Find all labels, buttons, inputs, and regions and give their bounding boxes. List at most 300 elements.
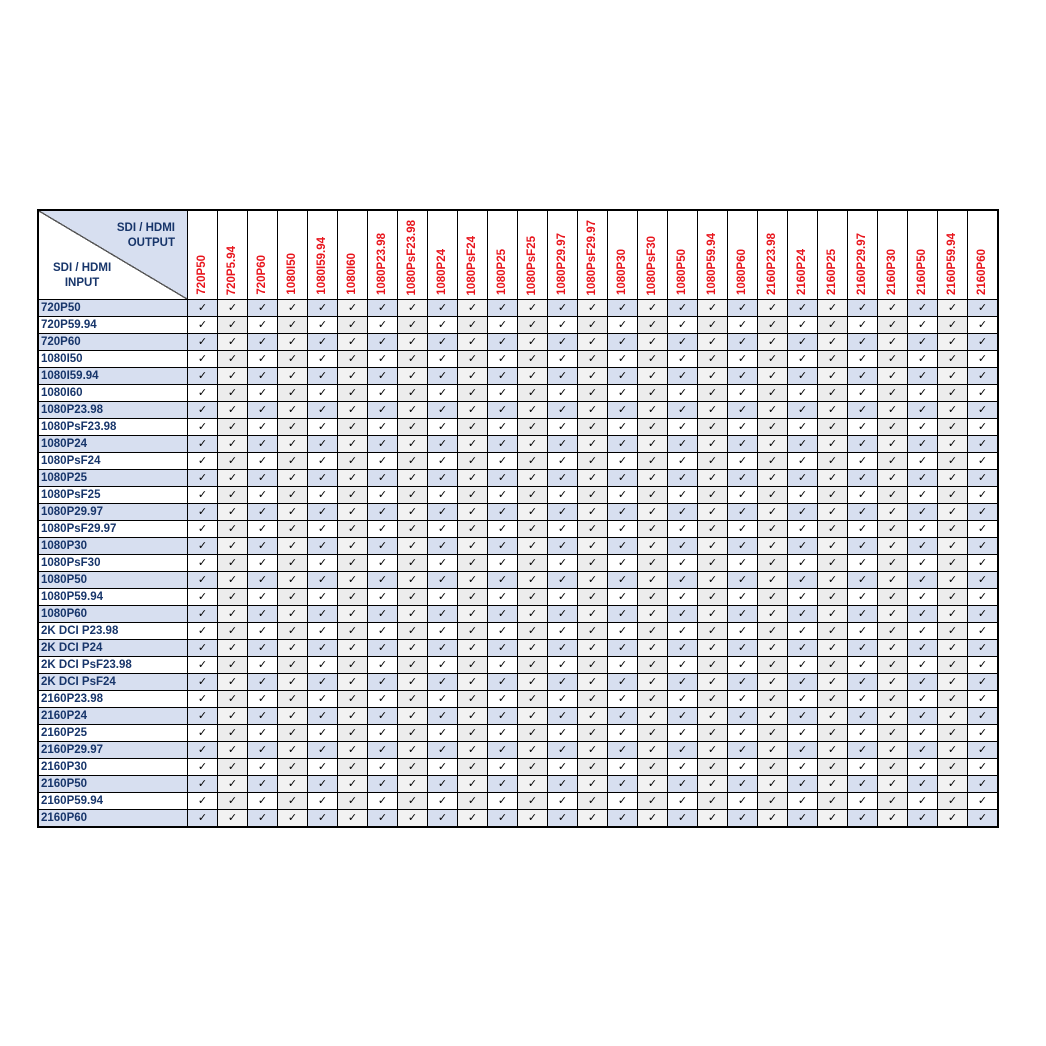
check-mark-icon: ✓	[698, 419, 728, 436]
check-mark-icon: ✓	[428, 691, 458, 708]
input-format-label: 1080P30	[38, 538, 188, 555]
check-mark-icon: ✓	[818, 334, 848, 351]
check-mark-icon: ✓	[668, 725, 698, 742]
check-mark-icon: ✓	[608, 402, 638, 419]
check-mark-icon: ✓	[518, 742, 548, 759]
check-mark-icon: ✓	[578, 334, 608, 351]
check-mark-icon: ✓	[278, 436, 308, 453]
check-mark-icon: ✓	[398, 538, 428, 555]
check-mark-icon: ✓	[578, 402, 608, 419]
check-mark-icon: ✓	[428, 300, 458, 317]
check-mark-icon: ✓	[878, 640, 908, 657]
check-mark-icon: ✓	[248, 555, 278, 572]
check-mark-icon: ✓	[848, 742, 878, 759]
check-mark-icon: ✓	[428, 436, 458, 453]
check-mark-icon: ✓	[218, 691, 248, 708]
check-mark-icon: ✓	[458, 725, 488, 742]
check-mark-icon: ✓	[218, 419, 248, 436]
check-mark-icon: ✓	[848, 453, 878, 470]
input-format-label: 2K DCI P23.98	[38, 623, 188, 640]
check-mark-icon: ✓	[278, 317, 308, 334]
output-format-header	[518, 210, 548, 300]
check-mark-icon: ✓	[878, 300, 908, 317]
input-format-label: 1080P24	[38, 436, 188, 453]
check-mark-icon: ✓	[668, 657, 698, 674]
check-mark-icon: ✓	[968, 538, 999, 555]
check-mark-icon: ✓	[398, 589, 428, 606]
check-mark-icon: ✓	[308, 776, 338, 793]
check-mark-icon: ✓	[188, 810, 218, 828]
check-mark-icon: ✓	[758, 725, 788, 742]
check-mark-icon: ✓	[428, 606, 458, 623]
check-mark-icon: ✓	[728, 691, 758, 708]
output-format-header	[218, 210, 248, 300]
check-mark-icon: ✓	[818, 317, 848, 334]
output-format-label: 1080P59.94	[706, 232, 718, 295]
check-mark-icon: ✓	[728, 521, 758, 538]
check-mark-icon: ✓	[248, 742, 278, 759]
check-mark-icon: ✓	[218, 521, 248, 538]
check-mark-icon: ✓	[548, 368, 578, 385]
check-mark-icon: ✓	[248, 657, 278, 674]
check-mark-icon: ✓	[398, 759, 428, 776]
check-mark-icon: ✓	[908, 657, 938, 674]
check-mark-icon: ✓	[668, 487, 698, 504]
check-mark-icon: ✓	[578, 470, 608, 487]
check-mark-icon: ✓	[218, 385, 248, 402]
check-mark-icon: ✓	[638, 623, 668, 640]
table-row	[38, 351, 998, 368]
check-mark-icon: ✓	[908, 538, 938, 555]
check-mark-icon: ✓	[818, 640, 848, 657]
check-mark-icon: ✓	[668, 623, 698, 640]
check-mark-icon: ✓	[938, 555, 968, 572]
check-mark-icon: ✓	[818, 606, 848, 623]
check-mark-icon: ✓	[728, 623, 758, 640]
check-mark-icon: ✓	[278, 759, 308, 776]
check-mark-icon: ✓	[968, 691, 999, 708]
check-mark-icon: ✓	[758, 810, 788, 828]
check-mark-icon: ✓	[728, 402, 758, 419]
check-mark-icon: ✓	[608, 504, 638, 521]
check-mark-icon: ✓	[248, 691, 278, 708]
check-mark-icon: ✓	[518, 504, 548, 521]
check-mark-icon: ✓	[248, 810, 278, 828]
check-mark-icon: ✓	[578, 725, 608, 742]
check-mark-icon: ✓	[398, 725, 428, 742]
check-mark-icon: ✓	[338, 334, 368, 351]
check-mark-icon: ✓	[548, 640, 578, 657]
check-mark-icon: ✓	[488, 691, 518, 708]
check-mark-icon: ✓	[668, 810, 698, 828]
check-mark-icon: ✓	[488, 572, 518, 589]
check-mark-icon: ✓	[728, 436, 758, 453]
check-mark-icon: ✓	[938, 708, 968, 725]
check-mark-icon: ✓	[608, 742, 638, 759]
check-mark-icon: ✓	[428, 402, 458, 419]
output-format-label: 1080P30	[616, 248, 628, 295]
check-mark-icon: ✓	[668, 385, 698, 402]
check-mark-icon: ✓	[668, 470, 698, 487]
check-mark-icon: ✓	[188, 521, 218, 538]
check-mark-icon: ✓	[758, 674, 788, 691]
output-format-header	[428, 210, 458, 300]
check-mark-icon: ✓	[638, 487, 668, 504]
check-mark-icon: ✓	[278, 776, 308, 793]
check-mark-icon: ✓	[638, 606, 668, 623]
check-mark-icon: ✓	[878, 385, 908, 402]
check-mark-icon: ✓	[938, 351, 968, 368]
check-mark-icon: ✓	[278, 385, 308, 402]
check-mark-icon: ✓	[938, 453, 968, 470]
check-mark-icon: ✓	[968, 368, 999, 385]
check-mark-icon: ✓	[398, 572, 428, 589]
check-mark-icon: ✓	[848, 419, 878, 436]
check-mark-icon: ✓	[608, 725, 638, 742]
check-mark-icon: ✓	[458, 385, 488, 402]
check-mark-icon: ✓	[488, 402, 518, 419]
check-mark-icon: ✓	[218, 334, 248, 351]
check-mark-icon: ✓	[398, 368, 428, 385]
check-mark-icon: ✓	[908, 521, 938, 538]
check-mark-icon: ✓	[278, 623, 308, 640]
check-mark-icon: ✓	[338, 317, 368, 334]
check-mark-icon: ✓	[488, 470, 518, 487]
check-mark-icon: ✓	[488, 453, 518, 470]
check-mark-icon: ✓	[938, 776, 968, 793]
table-row	[38, 572, 998, 589]
check-mark-icon: ✓	[368, 453, 398, 470]
check-mark-icon: ✓	[668, 640, 698, 657]
check-mark-icon: ✓	[368, 657, 398, 674]
check-mark-icon: ✓	[338, 725, 368, 742]
check-mark-icon: ✓	[218, 708, 248, 725]
check-mark-icon: ✓	[188, 419, 218, 436]
check-mark-icon: ✓	[488, 589, 518, 606]
check-mark-icon: ✓	[248, 708, 278, 725]
check-mark-icon: ✓	[668, 334, 698, 351]
check-mark-icon: ✓	[818, 368, 848, 385]
check-mark-icon: ✓	[818, 759, 848, 776]
check-mark-icon: ✓	[818, 623, 848, 640]
check-mark-icon: ✓	[518, 589, 548, 606]
check-mark-icon: ✓	[578, 419, 608, 436]
check-mark-icon: ✓	[548, 504, 578, 521]
check-mark-icon: ✓	[878, 742, 908, 759]
check-mark-icon: ✓	[818, 674, 848, 691]
check-mark-icon: ✓	[758, 385, 788, 402]
check-mark-icon: ✓	[218, 674, 248, 691]
check-mark-icon: ✓	[968, 300, 999, 317]
check-mark-icon: ✓	[818, 470, 848, 487]
check-mark-icon: ✓	[608, 521, 638, 538]
output-format-header	[278, 210, 308, 300]
check-mark-icon: ✓	[398, 521, 428, 538]
output-format-label: 1080P25	[496, 248, 508, 295]
check-mark-icon: ✓	[578, 504, 608, 521]
check-mark-icon: ✓	[248, 589, 278, 606]
check-mark-icon: ✓	[938, 487, 968, 504]
check-mark-icon: ✓	[728, 776, 758, 793]
check-mark-icon: ✓	[428, 538, 458, 555]
check-mark-icon: ✓	[428, 521, 458, 538]
check-mark-icon: ✓	[338, 436, 368, 453]
check-mark-icon: ✓	[578, 708, 608, 725]
check-mark-icon: ✓	[818, 436, 848, 453]
check-mark-icon: ✓	[188, 317, 218, 334]
check-mark-icon: ✓	[608, 759, 638, 776]
check-mark-icon: ✓	[458, 640, 488, 657]
check-mark-icon: ✓	[878, 521, 908, 538]
check-mark-icon: ✓	[758, 759, 788, 776]
check-mark-icon: ✓	[788, 572, 818, 589]
check-mark-icon: ✓	[638, 708, 668, 725]
check-mark-icon: ✓	[488, 317, 518, 334]
check-mark-icon: ✓	[488, 640, 518, 657]
check-mark-icon: ✓	[218, 453, 248, 470]
check-mark-icon: ✓	[518, 640, 548, 657]
check-mark-icon: ✓	[968, 640, 999, 657]
output-format-header	[968, 210, 999, 300]
input-format-label: 2160P30	[38, 759, 188, 776]
table-row	[38, 419, 998, 436]
check-mark-icon: ✓	[428, 453, 458, 470]
check-mark-icon: ✓	[938, 759, 968, 776]
check-mark-icon: ✓	[908, 606, 938, 623]
output-format-label: 1080PsF24	[466, 235, 478, 295]
check-mark-icon: ✓	[908, 742, 938, 759]
check-mark-icon: ✓	[188, 759, 218, 776]
check-mark-icon: ✓	[458, 334, 488, 351]
check-mark-icon: ✓	[548, 334, 578, 351]
check-mark-icon: ✓	[788, 691, 818, 708]
check-mark-icon: ✓	[218, 657, 248, 674]
output-format-label: 1080PsF25	[526, 235, 538, 295]
table-row	[38, 453, 998, 470]
check-mark-icon: ✓	[728, 657, 758, 674]
check-mark-icon: ✓	[218, 300, 248, 317]
check-mark-icon: ✓	[248, 402, 278, 419]
check-mark-icon: ✓	[458, 708, 488, 725]
check-mark-icon: ✓	[338, 606, 368, 623]
check-mark-icon: ✓	[428, 657, 458, 674]
check-mark-icon: ✓	[308, 759, 338, 776]
check-mark-icon: ✓	[758, 555, 788, 572]
check-mark-icon: ✓	[338, 555, 368, 572]
check-mark-icon: ✓	[668, 538, 698, 555]
check-mark-icon: ✓	[248, 623, 278, 640]
check-mark-icon: ✓	[458, 436, 488, 453]
table-row	[38, 385, 998, 402]
check-mark-icon: ✓	[548, 436, 578, 453]
check-mark-icon: ✓	[218, 351, 248, 368]
check-mark-icon: ✓	[368, 606, 398, 623]
check-mark-icon: ✓	[938, 521, 968, 538]
check-mark-icon: ✓	[218, 555, 248, 572]
check-mark-icon: ✓	[698, 674, 728, 691]
check-mark-icon: ✓	[278, 606, 308, 623]
check-mark-icon: ✓	[848, 555, 878, 572]
check-mark-icon: ✓	[428, 742, 458, 759]
check-mark-icon: ✓	[308, 538, 338, 555]
check-mark-icon: ✓	[668, 521, 698, 538]
table-row	[38, 810, 998, 828]
check-mark-icon: ✓	[428, 419, 458, 436]
check-mark-icon: ✓	[338, 368, 368, 385]
check-mark-icon: ✓	[608, 657, 638, 674]
check-mark-icon: ✓	[278, 589, 308, 606]
check-mark-icon: ✓	[908, 300, 938, 317]
output-format-header	[848, 210, 878, 300]
check-mark-icon: ✓	[578, 657, 608, 674]
check-mark-icon: ✓	[878, 708, 908, 725]
check-mark-icon: ✓	[308, 572, 338, 589]
check-mark-icon: ✓	[278, 368, 308, 385]
check-mark-icon: ✓	[278, 300, 308, 317]
check-mark-icon: ✓	[608, 436, 638, 453]
check-mark-icon: ✓	[488, 725, 518, 742]
check-mark-icon: ✓	[368, 300, 398, 317]
output-format-label: 2160P30	[886, 248, 898, 295]
check-mark-icon: ✓	[188, 555, 218, 572]
check-mark-icon: ✓	[968, 317, 999, 334]
check-mark-icon: ✓	[728, 589, 758, 606]
check-mark-icon: ✓	[968, 402, 999, 419]
check-mark-icon: ✓	[908, 419, 938, 436]
check-mark-icon: ✓	[278, 742, 308, 759]
check-mark-icon: ✓	[848, 487, 878, 504]
check-mark-icon: ✓	[758, 402, 788, 419]
output-format-label: 720P60	[256, 255, 268, 295]
check-mark-icon: ✓	[608, 453, 638, 470]
check-mark-icon: ✓	[338, 708, 368, 725]
check-mark-icon: ✓	[368, 810, 398, 828]
check-mark-icon: ✓	[548, 538, 578, 555]
check-mark-icon: ✓	[518, 368, 548, 385]
check-mark-icon: ✓	[548, 708, 578, 725]
check-mark-icon: ✓	[458, 776, 488, 793]
check-mark-icon: ✓	[878, 725, 908, 742]
check-mark-icon: ✓	[338, 487, 368, 504]
check-mark-icon: ✓	[878, 555, 908, 572]
check-mark-icon: ✓	[398, 334, 428, 351]
check-mark-icon: ✓	[338, 572, 368, 589]
output-format-header	[788, 210, 818, 300]
check-mark-icon: ✓	[758, 623, 788, 640]
check-mark-icon: ✓	[698, 640, 728, 657]
check-mark-icon: ✓	[638, 317, 668, 334]
check-mark-icon: ✓	[758, 742, 788, 759]
check-mark-icon: ✓	[698, 555, 728, 572]
check-mark-icon: ✓	[788, 810, 818, 828]
check-mark-icon: ✓	[848, 793, 878, 810]
output-format-header	[758, 210, 788, 300]
check-mark-icon: ✓	[548, 453, 578, 470]
check-mark-icon: ✓	[938, 436, 968, 453]
check-mark-icon: ✓	[308, 351, 338, 368]
check-mark-icon: ✓	[818, 351, 848, 368]
check-mark-icon: ✓	[788, 623, 818, 640]
check-mark-icon: ✓	[728, 606, 758, 623]
check-mark-icon: ✓	[368, 487, 398, 504]
check-mark-icon: ✓	[248, 334, 278, 351]
table-row	[38, 759, 998, 776]
check-mark-icon: ✓	[368, 623, 398, 640]
check-mark-icon: ✓	[308, 674, 338, 691]
check-mark-icon: ✓	[878, 351, 908, 368]
check-mark-icon: ✓	[608, 691, 638, 708]
check-mark-icon: ✓	[608, 334, 638, 351]
check-mark-icon: ✓	[278, 521, 308, 538]
check-mark-icon: ✓	[518, 606, 548, 623]
check-mark-icon: ✓	[518, 317, 548, 334]
output-format-header	[698, 210, 728, 300]
check-mark-icon: ✓	[368, 351, 398, 368]
check-mark-icon: ✓	[578, 385, 608, 402]
check-mark-icon: ✓	[188, 470, 218, 487]
output-format-header	[488, 210, 518, 300]
check-mark-icon: ✓	[968, 759, 999, 776]
check-mark-icon: ✓	[728, 674, 758, 691]
check-mark-icon: ✓	[908, 334, 938, 351]
check-mark-icon: ✓	[278, 453, 308, 470]
input-format-label: 2160P23.98	[38, 691, 188, 708]
check-mark-icon: ✓	[908, 402, 938, 419]
check-mark-icon: ✓	[488, 623, 518, 640]
check-mark-icon: ✓	[188, 538, 218, 555]
check-mark-icon: ✓	[578, 793, 608, 810]
check-mark-icon: ✓	[578, 691, 608, 708]
check-mark-icon: ✓	[788, 402, 818, 419]
check-mark-icon: ✓	[548, 589, 578, 606]
check-mark-icon: ✓	[308, 691, 338, 708]
check-mark-icon: ✓	[458, 555, 488, 572]
check-mark-icon: ✓	[218, 776, 248, 793]
check-mark-icon: ✓	[428, 589, 458, 606]
output-format-header	[548, 210, 578, 300]
check-mark-icon: ✓	[398, 657, 428, 674]
check-mark-icon: ✓	[878, 606, 908, 623]
check-mark-icon: ✓	[548, 776, 578, 793]
check-mark-icon: ✓	[728, 351, 758, 368]
check-mark-icon: ✓	[548, 555, 578, 572]
check-mark-icon: ✓	[278, 725, 308, 742]
check-mark-icon: ✓	[668, 589, 698, 606]
check-mark-icon: ✓	[488, 419, 518, 436]
table-row	[38, 504, 998, 521]
check-mark-icon: ✓	[518, 691, 548, 708]
check-mark-icon: ✓	[488, 708, 518, 725]
check-mark-icon: ✓	[308, 419, 338, 436]
check-mark-icon: ✓	[488, 504, 518, 521]
check-mark-icon: ✓	[938, 538, 968, 555]
check-mark-icon: ✓	[578, 606, 608, 623]
check-mark-icon: ✓	[938, 742, 968, 759]
check-mark-icon: ✓	[818, 810, 848, 828]
check-mark-icon: ✓	[788, 725, 818, 742]
check-mark-icon: ✓	[728, 759, 758, 776]
output-format-header	[578, 210, 608, 300]
check-mark-icon: ✓	[488, 436, 518, 453]
output-format-label: 1080PsF30	[646, 235, 658, 295]
check-mark-icon: ✓	[308, 725, 338, 742]
check-mark-icon: ✓	[848, 470, 878, 487]
check-mark-icon: ✓	[248, 487, 278, 504]
check-mark-icon: ✓	[818, 402, 848, 419]
check-mark-icon: ✓	[878, 538, 908, 555]
check-mark-icon: ✓	[938, 725, 968, 742]
check-mark-icon: ✓	[908, 640, 938, 657]
